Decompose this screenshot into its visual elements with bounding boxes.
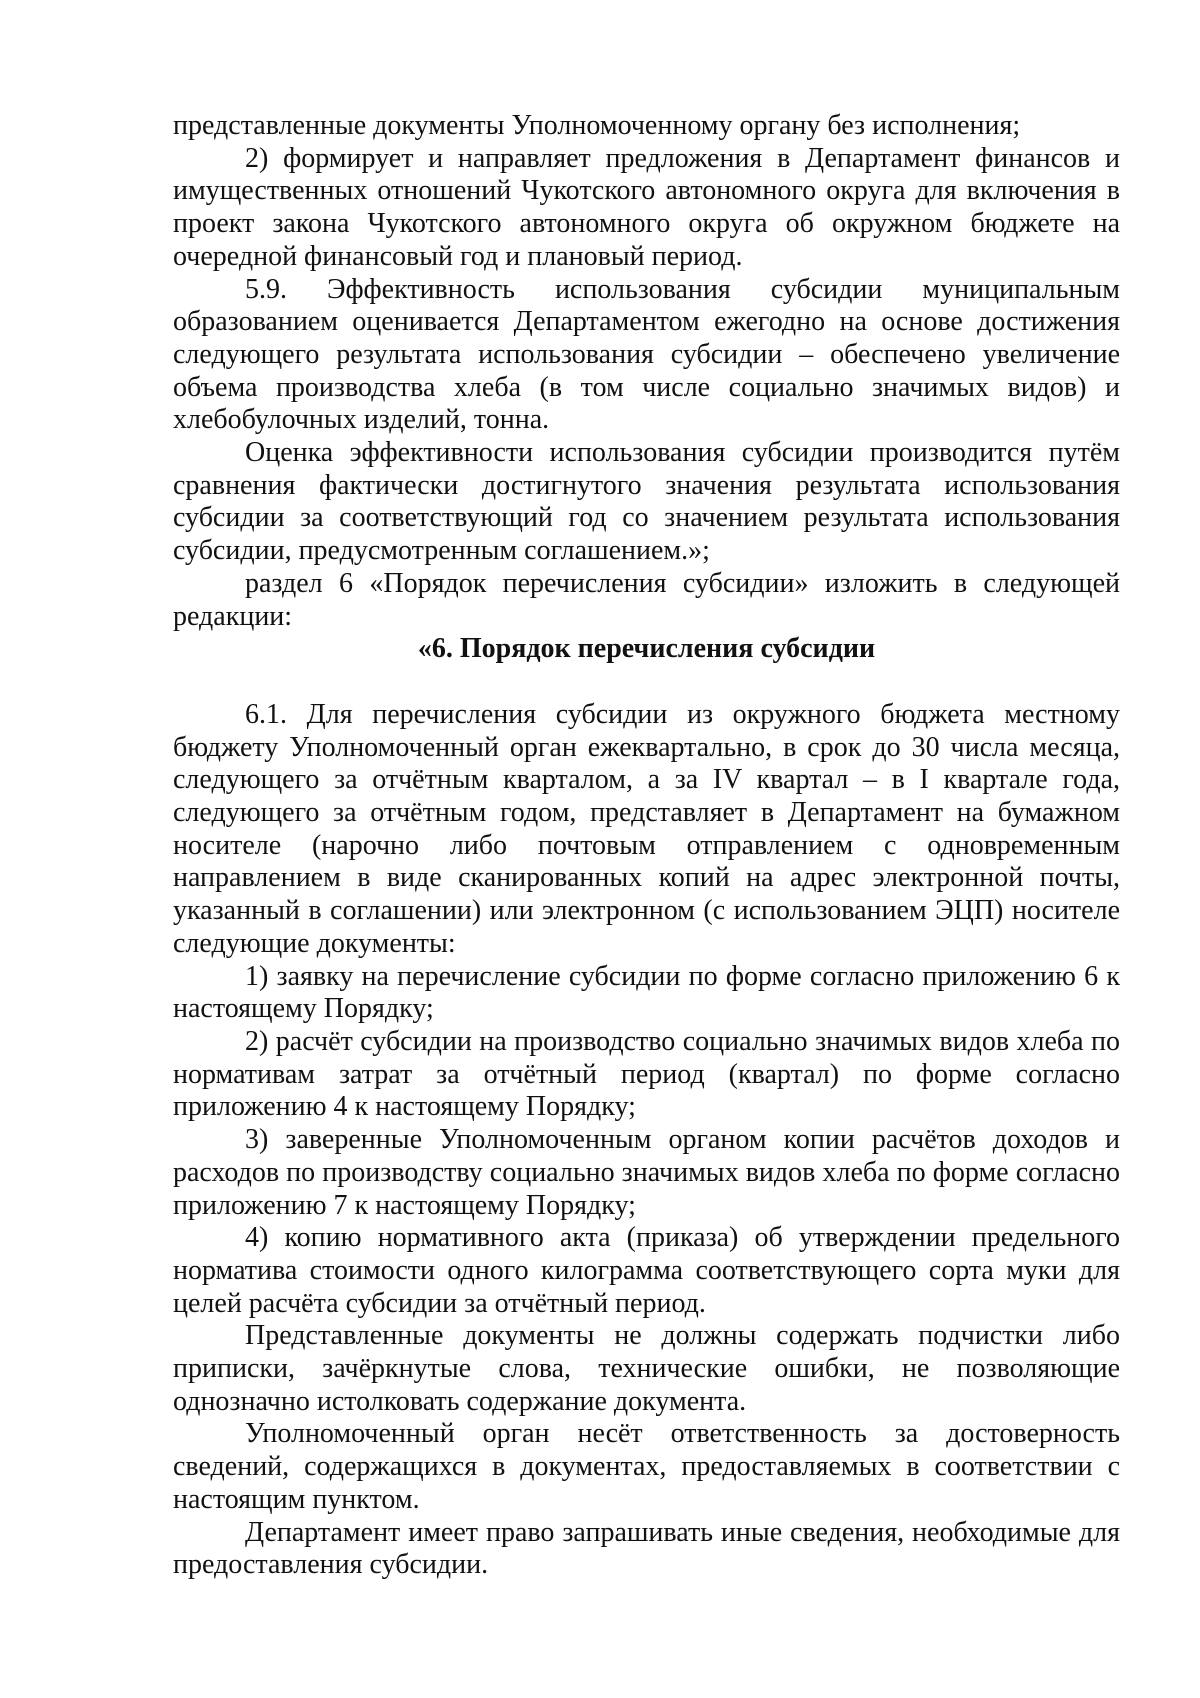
paragraph-department-rights: Департамент имеет право запрашивать иные сведения, необходимые для предоставления субсидии. <box>173 1516 1120 1581</box>
paragraph-continuation: представленные документы Уполномоченному органу без исполнения; <box>173 110 1021 141</box>
paragraph-document-requirements: Представленные документы не должны содержать подчистки либо приписки, зачёркнутые слова, технические ошибки, не позволяющие однозначно истолковать содержание документа. <box>173 1320 1120 1417</box>
paragraph-6-1: 6.1. Для перечисления субсидии из окружного бюджета местному бюджету Уполномоченный орган ежеквартально, в срок до 30 числа месяца, следующего за отчётным кварталом, а за IV квартал – в I квартале года, следующего за отчётным годом, представляет в Департамент на бумажном носителе (нарочно либо почтовым отправлением с одновременным направлением в виде сканированных копий на адрес электронной почты, указанный в соглашении) или электронном (с использованием ЭЦП) носителе следующие документы: <box>173 698 1120 959</box>
paragraph-section-6-amendment: раздел 6 «Порядок перечисления субсидии» изложить в следующей редакции: <box>173 567 1120 632</box>
paragraph-item-2-proposals: 2) формирует и направляет предложения в Департамент финансов и имущественных отношений Чукотского автономного округа для включения в проект закона Чукотского автономного округа об окружном бюджете на очередной финансовый год и плановый период. <box>173 142 1120 272</box>
section-heading: «6. Порядок перечисления субсидии <box>417 633 876 665</box>
list-item-4-normative-act: 4) копию нормативного акта (приказа) об утверждении предельного норматива стоимости одного килограмма соответствующего сорта муки для целей расчёта субсидии за отчётный период. <box>173 1222 1120 1319</box>
paragraph-5-9-efficiency: 5.9. Эффективность использования субсидии муниципальным образованием оценивается Департаментом ежегодно на основе достижения следующего результата использования субсидии – обеспечено увеличение объема производства хлеба (в том числе социально значимых видов) и хлебобулочных изделий, тонна. <box>173 273 1120 436</box>
list-item-1-application: 1) заявку на перечисление субсидии по форме согласно приложению 6 к настоящему Порядку; <box>173 960 1120 1025</box>
paragraph-responsibility: Уполномоченный орган несёт ответственность за достоверность сведений, содержащихся в документах, предоставляемых в соответствии с настоящим пунктом. <box>173 1418 1120 1515</box>
paragraph-efficiency-assessment: Оценка эффективности использования субсидии производится путём сравнения фактически достигнутого значения результата использования субсидии за соответствующий год со значением результата использования субсидии, предусмотренным соглашением.»; <box>173 437 1120 567</box>
list-item-3-certified-copies: 3) заверенные Уполномоченным органом копии расчётов доходов и расходов по производству социально значимых видов хлеба по форме согласно приложению 7 к настоящему Порядку; <box>173 1124 1120 1221</box>
document-page <box>173 110 1120 1582</box>
list-item-2-calculation: 2) расчёт субсидии на производство социально значимых видов хлеба по нормативам затрат за отчётный период (квартал) по форме согласно приложению 4 к настоящему Порядку; <box>173 1025 1120 1123</box>
